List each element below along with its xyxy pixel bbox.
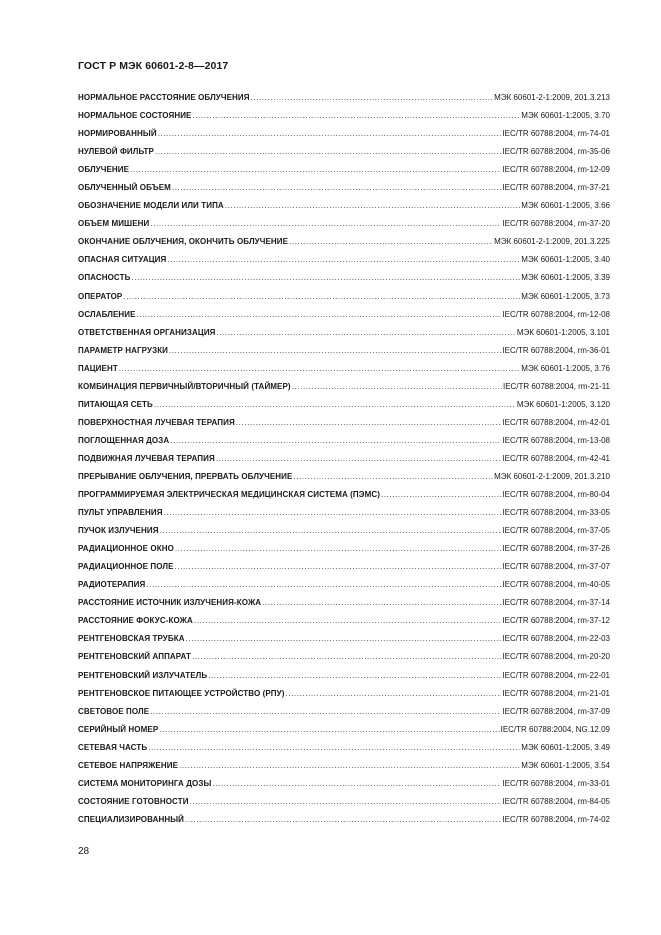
- entry-reference: IEC/TR 60788:2004, rm-13-08: [502, 435, 610, 445]
- dot-leader: [225, 197, 520, 215]
- index-entry: [78, 450, 610, 468]
- index-entry: [78, 775, 610, 793]
- dot-leader: [154, 396, 516, 414]
- index-entry: [78, 468, 610, 486]
- dot-leader: [169, 342, 501, 360]
- dot-leader: [292, 378, 502, 396]
- entry-term: ПАЦИЕНТ: [78, 363, 118, 373]
- entry-term: РЕНТГЕНОВСКОЕ ПИТАЮЩЕЕ УСТРОЙСТВО (РПУ): [78, 688, 285, 698]
- dot-leader: [172, 179, 501, 197]
- index-entry: [78, 179, 610, 197]
- index-entry: [78, 215, 610, 233]
- entry-reference: МЭК 60601-1:2005, 3.66: [521, 201, 610, 211]
- entry-reference: МЭК 60601-1:2005, 3.49: [521, 742, 610, 752]
- dot-leader: [216, 450, 502, 468]
- entry-reference: IEC/TR 60788:2004, rm-42-01: [502, 417, 610, 427]
- entry-reference: IEC/TR 60788:2004, rm-80-04: [502, 490, 610, 500]
- dot-leader: [137, 306, 502, 324]
- entry-term: СИСТЕМА МОНИТОРИНГА ДОЗЫ: [78, 778, 212, 788]
- entry-term: РЕНТГЕНОВСКИЙ АППАРАТ: [78, 652, 192, 662]
- index-entry: [78, 414, 610, 432]
- index-entry: [78, 251, 610, 269]
- entry-term: РАДИОТЕРАПИЯ: [78, 580, 146, 590]
- dot-leader: [130, 161, 501, 179]
- dot-leader: [217, 324, 516, 342]
- entry-reference: IEC/TR 60788:2004, rm-21-11: [502, 381, 610, 391]
- entry-reference: IEC/TR 60788:2004, rm-20-20: [502, 652, 610, 662]
- entry-term: ОБОЗНАЧЕНИЕ МОДЕЛИ ИЛИ ТИПА: [78, 201, 224, 211]
- entry-term: СВЕТОВОЕ ПОЛЕ: [78, 706, 150, 716]
- index-entry: [78, 540, 610, 558]
- entry-term: ОПАСНАЯ СИТУАЦИЯ: [78, 255, 167, 265]
- index-entry: [78, 378, 610, 396]
- index-entry: [78, 721, 610, 739]
- entry-reference: IEC/TR 60788:2004, rm-35-06: [502, 147, 610, 157]
- index-entry: [78, 594, 610, 612]
- index-entry: [78, 161, 610, 179]
- entry-term: ПУЧОК ИЗЛУЧЕНИЯ: [78, 526, 159, 536]
- index-entry: [78, 125, 610, 143]
- entry-term: НОРМИРОВАННЫЙ: [78, 129, 157, 139]
- entry-reference: IEC/TR 60788:2004, rm-40-05: [502, 580, 610, 590]
- index-entry: [78, 811, 610, 829]
- entry-term: ОБЛУЧЕНИЕ: [78, 165, 130, 175]
- entry-reference: МЭК 60601-1:2005, 3.39: [521, 273, 610, 283]
- index-entry: [78, 793, 610, 811]
- entry-reference: IEC/TR 60788:2004, rm-33-05: [502, 508, 610, 518]
- entry-term: СПЕЦИАЛИЗИРОВАННЫЙ: [78, 814, 185, 824]
- entry-term: ПРЕРЫВАНИЕ ОБЛУЧЕНИЯ, ПРЕРВАТЬ ОБЛУЧЕНИЕ: [78, 471, 293, 481]
- index-entry: [78, 432, 610, 450]
- entry-reference: МЭК 60601-2-1:2009, 201.3.225: [494, 237, 610, 247]
- index-entry: [78, 630, 610, 648]
- index-entry: [78, 143, 610, 161]
- dot-leader: [286, 685, 502, 703]
- index-entry: [78, 558, 610, 576]
- entry-reference: IEC/TR 60788:2004, rm-37-26: [502, 544, 610, 554]
- entry-reference: IEC/TR 60788:2004, rm-37-09: [502, 706, 610, 716]
- dot-leader: [293, 468, 493, 486]
- entry-term: СЕРИЙНЫЙ НОМЕР: [78, 724, 159, 734]
- index-entry: [78, 306, 610, 324]
- index-entry: [78, 342, 610, 360]
- index-entry: [78, 685, 610, 703]
- dot-leader: [236, 414, 502, 432]
- entry-reference: МЭК 60601-2-1:2009, 201.3.210: [494, 471, 610, 481]
- entry-term: ОБЛУЧЕННЫЙ ОБЪЕМ: [78, 183, 171, 193]
- dot-leader: [212, 775, 501, 793]
- index-entry: [78, 396, 610, 414]
- index-entry: [78, 288, 610, 306]
- dot-leader: [123, 288, 520, 306]
- entry-reference: IEC/TR 60788:2004, rm-84-05: [502, 796, 610, 806]
- entry-term: СОСТОЯНИЕ ГОТОВНОСТИ: [78, 796, 189, 806]
- dot-leader: [175, 540, 501, 558]
- dot-leader: [160, 522, 502, 540]
- entry-term: СЕТЕВАЯ ЧАСТЬ: [78, 742, 148, 752]
- entry-term: КОМБИНАЦИЯ ПЕРВИЧНЫЙ/ВТОРИЧНЫЙ (ТАЙМЕР): [78, 381, 291, 391]
- entry-term: ПУЛЬТ УПРАВЛЕНИЯ: [78, 508, 163, 518]
- index-entry: [78, 504, 610, 522]
- entry-term: НУЛЕВОЙ ФИЛЬТР: [78, 147, 154, 157]
- dot-leader: [185, 811, 501, 829]
- entry-reference: IEC/TR 60788:2004, rm-74-02: [502, 814, 610, 824]
- dot-leader: [251, 89, 494, 107]
- dot-leader: [170, 432, 501, 450]
- dot-leader: [164, 504, 502, 522]
- index-entry: [78, 269, 610, 287]
- index-entry: [78, 757, 610, 775]
- index-entry: [78, 107, 610, 125]
- dot-leader: [175, 558, 502, 576]
- dot-leader: [262, 594, 501, 612]
- dot-leader: [158, 125, 502, 143]
- entry-reference: МЭК 60601-1:2005, 3.101: [516, 327, 610, 337]
- dot-leader: [167, 251, 520, 269]
- dot-leader: [150, 215, 501, 233]
- index-entry: [78, 324, 610, 342]
- dot-leader: [192, 648, 501, 666]
- entry-term: ПАРАМЕТР НАГРУЗКИ: [78, 345, 169, 355]
- dot-leader: [155, 143, 501, 161]
- dot-leader: [381, 486, 501, 504]
- index-entry: [78, 612, 610, 630]
- dot-leader: [148, 739, 520, 757]
- entry-reference: МЭК 60601-1:2005, 3.73: [521, 291, 610, 301]
- entry-reference: IEC/TR 60788:2004, rm-22-01: [502, 670, 610, 680]
- entry-term: РАССТОЯНИЕ ИСТОЧНИК ИЗЛУЧЕНИЯ-КОЖА: [78, 598, 262, 608]
- entry-reference: МЭК 60601-1:2005, 3.70: [521, 111, 610, 121]
- dot-leader: [208, 667, 501, 685]
- dot-leader: [131, 269, 520, 287]
- entry-term: ПОВЕРХНОСТНАЯ ЛУЧЕВАЯ ТЕРАПИЯ: [78, 417, 235, 427]
- entry-reference: IEC/TR 60788:2004, rm-12-09: [502, 165, 610, 175]
- index-entry: [78, 233, 610, 251]
- entry-term: ПИТАЮЩАЯ СЕТЬ: [78, 399, 153, 409]
- entry-term: РАССТОЯНИЕ ФОКУС-КОЖА: [78, 616, 193, 626]
- dot-leader: [190, 793, 502, 811]
- dot-leader: [289, 233, 493, 251]
- entry-term: ОПАСНОСТЬ: [78, 273, 131, 283]
- entry-reference: IEC/TR 60788:2004, NG.12.09: [500, 724, 610, 734]
- entry-term: РЕНТГЕНОВСКАЯ ТРУБКА: [78, 634, 185, 644]
- entry-term: РАДИАЦИОННОЕ ПОЛЕ: [78, 562, 174, 572]
- entry-term: ПОДВИЖНАЯ ЛУЧЕВАЯ ТЕРАПИЯ: [78, 453, 215, 463]
- dot-leader: [194, 612, 502, 630]
- dot-leader: [193, 107, 521, 125]
- index-entry: [78, 576, 610, 594]
- entry-reference: МЭК 60601-2-1:2009, 201.3.213: [494, 93, 610, 102]
- entry-reference: IEC/TR 60788:2004, rm-37-12: [502, 616, 610, 626]
- entry-term: ОБЪЕМ МИШЕНИ: [78, 219, 150, 229]
- index-entry: [78, 360, 610, 378]
- entry-term: НОРМАЛЬНОЕ РАССТОЯНИЕ ОБЛУЧЕНИЯ: [78, 93, 250, 102]
- entry-reference: IEC/TR 60788:2004, rm-36-01: [502, 345, 610, 355]
- index-entry: [78, 739, 610, 757]
- entry-term: РЕНТГЕНОВСКИЙ ИЗЛУЧАТЕЛЬ: [78, 670, 208, 680]
- entry-reference: IEC/TR 60788:2004, rm-42-41: [502, 453, 610, 463]
- entry-term: ПРОГРАММИРУЕМАЯ ЭЛЕКТРИЧЕСКАЯ МЕДИЦИНСКАЯ СИСТЕМА (ПЭМС): [78, 490, 380, 500]
- page-number: 28: [78, 846, 90, 857]
- entry-reference: IEC/TR 60788:2004, rm-37-21: [502, 183, 610, 193]
- entry-reference: IEC/TR 60788:2004, rm-21-01: [502, 688, 610, 698]
- entry-term: ОСЛАБЛЕНИЕ: [78, 309, 136, 319]
- index-entry: [78, 648, 610, 666]
- entry-term: ОКОНЧАНИЕ ОБЛУЧЕНИЯ, ОКОНЧИТЬ ОБЛУЧЕНИЕ: [78, 237, 289, 247]
- dot-leader: [186, 630, 502, 648]
- dot-leader: [179, 757, 520, 775]
- entry-reference: IEC/TR 60788:2004, rm-37-05: [502, 526, 610, 536]
- entry-term: НОРМАЛЬНОЕ СОСТОЯНИЕ: [78, 111, 192, 121]
- term-index-list: [78, 89, 610, 829]
- entry-reference: IEC/TR 60788:2004, rm-22-03: [502, 634, 610, 644]
- entry-term: ОТВЕТСТВЕННАЯ ОРГАНИЗАЦИЯ: [78, 327, 216, 337]
- entry-reference: IEC/TR 60788:2004, rm-74-01: [502, 129, 610, 139]
- entry-term: ПОГЛОЩЕННАЯ ДОЗА: [78, 435, 170, 445]
- entry-term: СЕТЕВОЕ НАПРЯЖЕНИЕ: [78, 760, 179, 770]
- entry-reference: IEC/TR 60788:2004, rm-37-20: [502, 219, 610, 229]
- entry-term: РАДИАЦИОННОЕ ОКНО: [78, 544, 174, 554]
- entry-reference: МЭК 60601-1:2005, 3.40: [521, 255, 610, 265]
- entry-reference: IEC/TR 60788:2004, rm-12-08: [502, 309, 610, 319]
- entry-reference: IEC/TR 60788:2004, rm-33-01: [502, 778, 610, 788]
- index-entry: [78, 703, 610, 721]
- index-entry: [78, 486, 610, 504]
- entry-reference: МЭК 60601-1:2005, 3.76: [521, 363, 610, 373]
- index-entry: [78, 522, 610, 540]
- index-entry: [78, 89, 610, 107]
- dot-leader: [159, 721, 499, 739]
- dot-leader: [119, 360, 520, 378]
- index-entry: [78, 667, 610, 685]
- dot-leader: [150, 703, 501, 721]
- index-entry: [78, 197, 610, 215]
- page-header: ГОСТ Р МЭК 60601-2-8—2017: [78, 60, 229, 72]
- entry-reference: МЭК 60601-1:2005, 3.120: [516, 399, 610, 409]
- entry-reference: IEC/TR 60788:2004, rm-37-14: [502, 598, 610, 608]
- entry-term: ОПЕРАТОР: [78, 291, 123, 301]
- dot-leader: [146, 576, 501, 594]
- entry-reference: МЭК 60601-1:2005, 3.54: [521, 760, 610, 770]
- entry-reference: IEC/TR 60788:2004, rm-37-07: [502, 562, 610, 572]
